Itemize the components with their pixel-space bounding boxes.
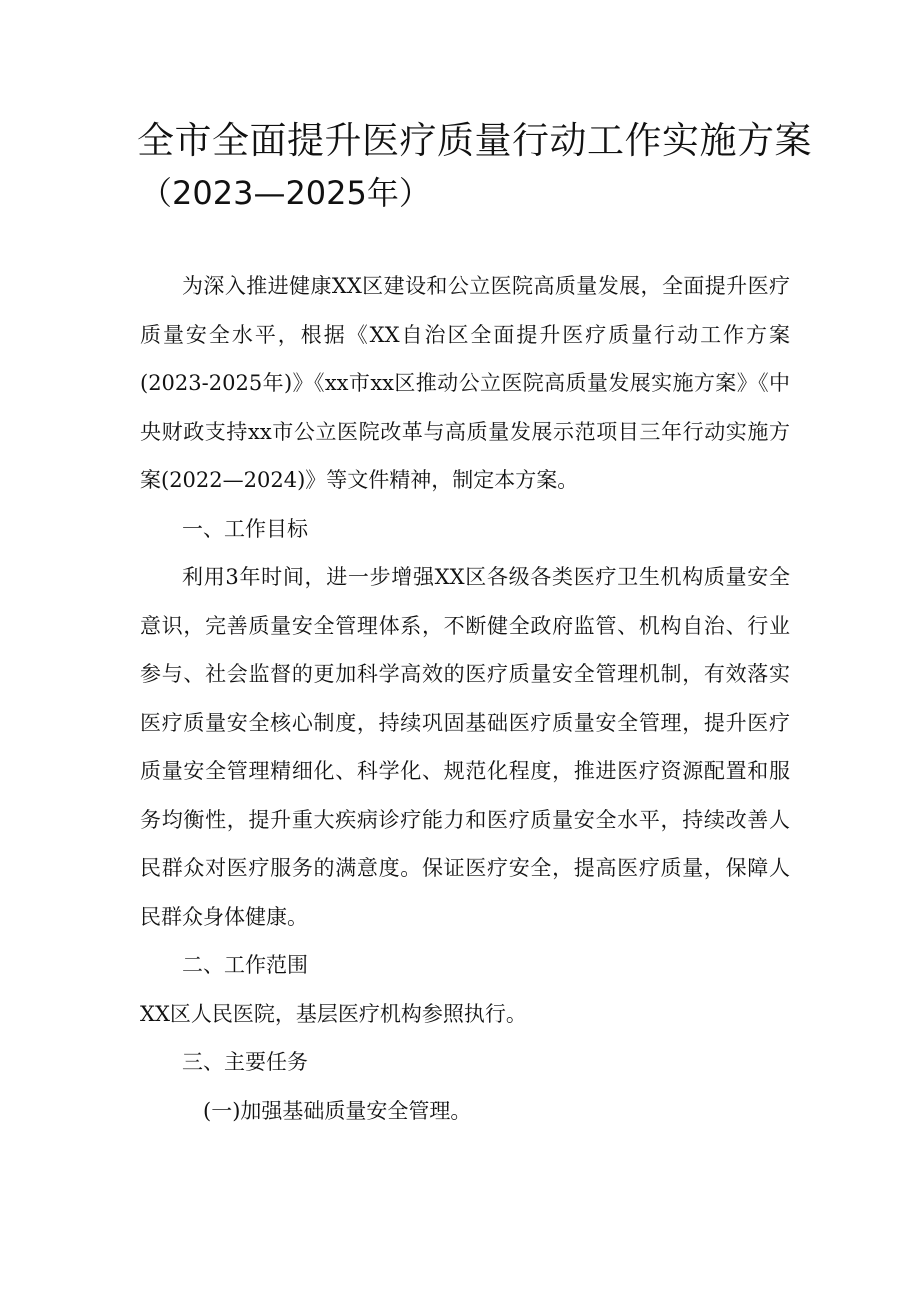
document-body — [140, 262, 790, 1135]
section-heading-goals: 一、工作目标 — [182, 516, 308, 541]
section-heading-tasks: 三、主要任务 — [182, 1050, 308, 1074]
goals-paragraph: 利用3年时间，进一步增强XX区各级各类医疗卫生机构质量安全意识，完善质量安全管理体系，不断健全政府监管、机构自治、行业参与、社会监督的更加科学高效的医疗质量安全管理机制，有效落实医疗质量安全核心制度，持续巩固基础医疗质量安全管理，提升医疗质量安全管理精细化、科学化、规范化程度，推进医疗资源配置和服务均衡性，提升重大疾病诊疗能力和医疗质量安全水平，持续改善人民群众对医疗服务的满意度。保证医疗安全，提高医疗质量，保障人民群众身体健康。 — [140, 565, 790, 929]
task-subheading-1: (一)加强基础质量安全管理。 — [203, 1098, 472, 1123]
document-subtitle-years: （2023—2025年） — [140, 174, 431, 212]
document-title: 全市全面提升医疗质量行动工作实施方案 — [137, 119, 812, 162]
section-heading-scope: 二、工作范围 — [182, 953, 308, 977]
intro-paragraph: 为深入推进健康XX区建设和公立医院高质量发展，全面提升医疗质量安全水平，根据《XX自治区全面提升医疗质量行动工作方案(2023-2025年)》《xx市xx区推动公立医院高质量发展实施方案》《中央财政支持xx市公立医院改革与高质量发展示范项目三年行动实施方案(2022—2024)》等文件精神，制定本方案。 — [140, 274, 790, 492]
scope-paragraph: XX区人民医院，基层医疗机构参照执行。 — [140, 1001, 527, 1026]
